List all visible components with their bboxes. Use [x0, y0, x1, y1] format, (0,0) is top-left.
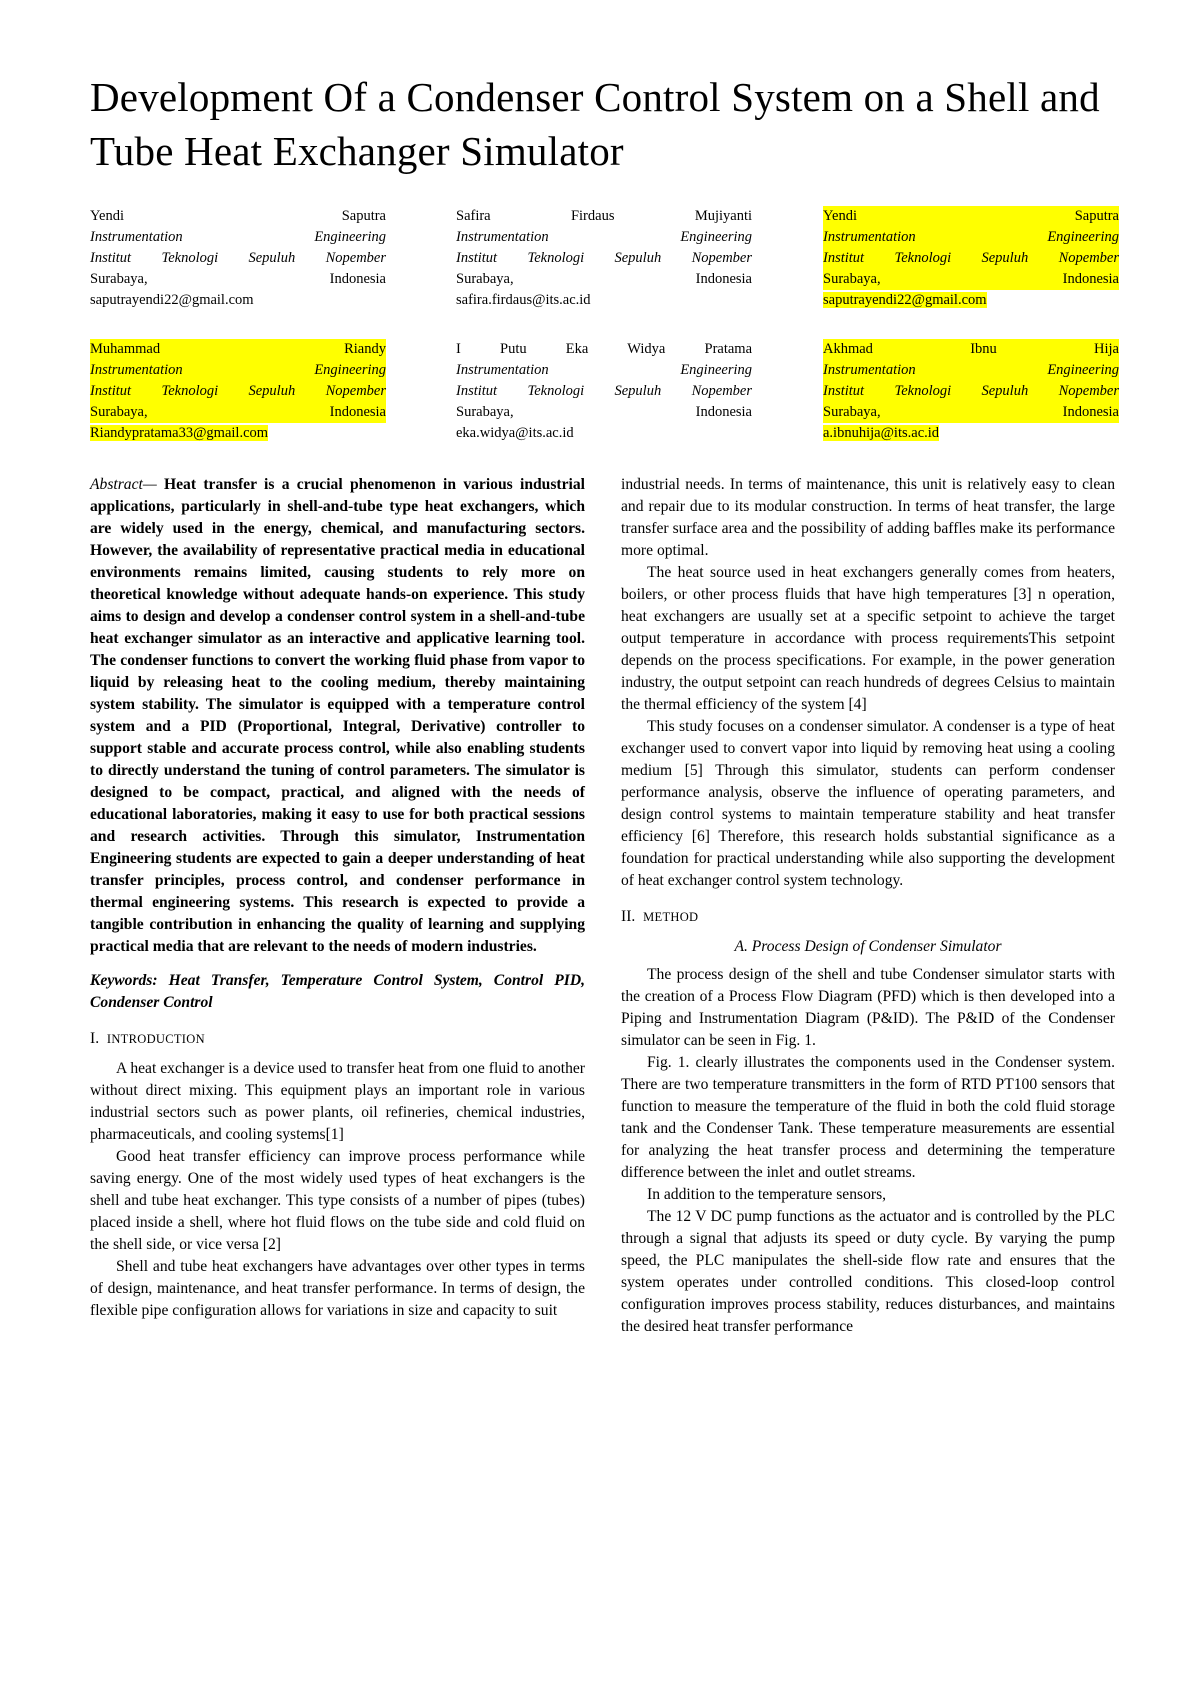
abstract-text: Heat transfer is a crucial phenomenon in various industrial applications, particularly in shell-and-tube type heat exchangers, which are widely used in the energy, chemical, and manufacturing sectors. However, the availability of representative practical media in educational environments remains limited, causing students to rely more on theoretical knowledge without adequate hands-on experience. This study aims to design and develop a condenser control system in a shell-and-tube heat exchanger simulator as an interactive and applicative learning tool. The condenser functions to convert the working fluid phase from vapor to liquid by releasing heat to the cooling medium, thereby maintaining system stability. The simulator is equipped with a temperature control system and a PID (Proportional, Integral, Derivative) controller to support stable and accurate process control, while also enabling students to directly understand the tuning of control parameters. The simulator is designed to be compact, practical, and aligned with the needs of educational laboratories, making it easy to use for both practical sessions and research activities. Through this simulator, Instrumentation Engineering students are expected to gain a deeper understanding of heat transfer principles, process control, and condenser performance in thermal engineering systems. This research is expected to provide a tangible contribution in enhancing the quality of learning and supplying practical media that are relevant to the needs of modern industries.	[90, 476, 585, 955]
author-email[interactable]: saputrayendi22@gmail.com	[823, 292, 987, 308]
author-country: Indonesia	[329, 404, 386, 420]
author-first-name: Akhmad	[823, 341, 873, 357]
author-first-name: Yendi	[823, 208, 857, 224]
author-city: Surabaya,	[823, 271, 881, 287]
section-number: I.	[90, 1030, 100, 1047]
author-city: Surabaya,	[90, 271, 148, 287]
intro-paragraph-1: A heat exchanger is a device used to transfer heat from one fluid to another without direct mixing. This equipment plays an important role in various industrial sectors such as power plants, oil refineries, chemical industries, pharmaceuticals, and cooling systems[1]	[90, 1060, 585, 1143]
author-country: Indonesia	[329, 271, 386, 287]
author-block-6	[823, 339, 1119, 444]
author-inst-2: Sepuluh Nopember	[614, 250, 752, 266]
intro-paragraph-3-cont: industrial needs. In terms of maintenance, this unit is relatively easy to clean and repair due to its modular construction. In terms of heat transfer, the large transfer surface area and the possibility of adding baffles make its performance more optimal.	[621, 476, 1115, 559]
author-dept: Instrumentation	[90, 229, 183, 245]
author-inst: Institut Teknologi	[823, 250, 952, 266]
author-city: Surabaya,	[90, 404, 148, 420]
author-country: Indonesia	[1062, 404, 1119, 420]
author-inst: Institut Teknologi	[823, 383, 952, 399]
author-block-2	[456, 206, 752, 311]
intro-paragraph-3: Shell and tube heat exchangers have advantages over other types in terms of design, maintenance, and heat transfer performance. In terms of design, the flexible pipe configuration allows for variations in size and capacity to suit	[90, 1258, 585, 1319]
author-city: Surabaya,	[456, 271, 514, 287]
author-inst: Institut Teknologi	[456, 383, 585, 399]
author-inst: Institut Teknologi	[456, 250, 585, 266]
author-last-name: Mujiyanti	[694, 208, 753, 224]
author-last-name: Pratama	[704, 341, 753, 357]
author-inst-2: Sepuluh Nopember	[248, 250, 386, 266]
author-country: Indonesia	[1062, 271, 1119, 287]
author-dept-2: Engineering	[680, 229, 752, 245]
author-dept-2: Engineering	[1047, 229, 1119, 245]
author-dept: Instrumentation	[823, 362, 916, 378]
author-block-1	[90, 206, 386, 311]
author-middle-name: Eka Widya	[565, 341, 666, 357]
author-first-name: Yendi	[90, 208, 124, 224]
author-inst-2: Sepuluh Nopember	[981, 250, 1119, 266]
author-first-name: Muhammad	[90, 341, 161, 357]
author-last-name: Saputra	[341, 208, 386, 224]
section-number: II.	[621, 908, 636, 925]
author-email[interactable]: saputrayendi22@gmail.com	[90, 292, 254, 308]
subsection-heading: A. Process Design of Condenser Simulator	[734, 938, 1002, 955]
author-block-4	[90, 339, 386, 444]
method-paragraph-3: In addition to the temperature sensors,	[647, 1186, 887, 1203]
author-dept-2: Engineering	[314, 229, 386, 245]
author-dept-2: Engineering	[314, 362, 386, 378]
author-middle-name: Firdaus	[570, 208, 615, 224]
author-city: Surabaya,	[823, 404, 881, 420]
author-last-name: Saputra	[1074, 208, 1119, 224]
author-inst-2: Sepuluh Nopember	[248, 383, 386, 399]
right-column	[621, 474, 1115, 1338]
author-email[interactable]: a.ibnuhija@its.ac.id	[823, 425, 940, 441]
author-dept: Instrumentation	[456, 362, 549, 378]
author-city: Surabaya,	[456, 404, 514, 420]
method-paragraph-4: The 12 V DC pump functions as the actuator and is controlled by the PLC through a signal that adjusts its speed or duty cycle. By varying the pump speed, the PLC manipulates the shell-side flow rate and ensures that the system operates under controlled conditions. This closed-loop control configuration improves process stability, reduces disturbances, and maintains the desired heat transfer performance	[621, 1208, 1115, 1335]
intro-paragraph-4: The heat source used in heat exchangers generally comes from heaters, boilers, or other process fluids that have high temperatures [3] n operation, heat exchangers are usually set at a specific setpoint to achieve the target output temperature in accordance with process requirementsThis setpoint depends on the process specifications. For example, in the power generation industry, the output setpoint can reach hundreds of degrees Celsius to maintain the thermal efficiency of the system [4]	[621, 564, 1115, 713]
author-email[interactable]: eka.widya@its.ac.id	[456, 425, 574, 441]
method-paragraph-1: The process design of the shell and tube Condenser simulator starts with the creation of a Process Flow Diagram (PFD) which is then developed into a Piping and Instrumentation Diagram (P&ID). The P&ID of the Condenser simulator can be seen in Fig. 1.	[621, 966, 1115, 1049]
author-country: Indonesia	[695, 404, 752, 420]
left-column	[90, 474, 585, 1322]
author-dept: Instrumentation	[90, 362, 183, 378]
author-last-name: Riandy	[344, 341, 386, 357]
method-paragraph-2: Fig. 1. clearly illustrates the components used in the Condenser system. There are two temperature transmitters in the form of RTD PT100 sensors that function to measure the temperature of the fluid in both the cold fluid storage tank and the Condenser Tank. These temperature measurements are essential for analyzing the heat transfer process and determining the temperature difference between the inlet and outlet streams.	[621, 1054, 1115, 1181]
keywords: Keywords: Heat Transfer, Temperature Control System, Control PID, Condenser Control	[90, 972, 585, 1011]
section-heading-method	[621, 906, 1115, 928]
paper-title: Development Of a Condenser Control System on a Shell and Tube Heat Exchanger Simulator	[90, 74, 1100, 174]
author-last-name: Hija	[1094, 341, 1119, 357]
abstract	[90, 474, 585, 958]
section-heading-introduction	[90, 1028, 585, 1050]
intro-paragraph-5: This study focuses on a condenser simulator. A condenser is a type of heat exchanger used to convert vapor into liquid by removing heat using a cooling medium [5] Through this simulator, students can perform condenser performance analysis, observe the influence of operating parameters, and design control systems to maintain temperature stability and heat transfer efficiency [6] Therefore, this research holds substantial significance as a foundation for practical understanding while also supporting the development of heat exchanger control system technology.	[621, 718, 1115, 889]
intro-paragraph-2: Good heat transfer efficiency can improve process performance while saving energy. One of the most widely used types of heat exchangers is the shell and tube heat exchanger. This type consists of a number of pipes (tubes) placed inside a shell, where hot fluid flows on the tube side and cold fluid on the shell side, or vice versa [2]	[90, 1148, 585, 1253]
abstract-label: Abstract—	[90, 476, 157, 493]
author-email[interactable]: Riandypratama33@gmail.com	[90, 425, 269, 441]
author-inst-2: Sepuluh Nopember	[614, 383, 752, 399]
author-dept: Instrumentation	[456, 229, 549, 245]
author-middle-name: Ibnu	[970, 341, 997, 357]
section-title: METHOD	[643, 910, 699, 924]
author-block-5	[456, 339, 752, 444]
author-email[interactable]: safira.firdaus@its.ac.id	[456, 292, 591, 308]
author-inst: Institut Teknologi	[90, 250, 219, 266]
author-dept-2: Engineering	[680, 362, 752, 378]
author-first-name: Safira	[456, 208, 491, 224]
author-first-name: I Putu	[456, 341, 527, 357]
author-block-3	[823, 206, 1119, 311]
author-inst-2: Sepuluh Nopember	[981, 383, 1119, 399]
author-dept-2: Engineering	[1047, 362, 1119, 378]
section-title: INTRODUCTION	[106, 1032, 205, 1046]
author-dept: Instrumentation	[823, 229, 916, 245]
author-inst: Institut Teknologi	[90, 383, 219, 399]
author-country: Indonesia	[695, 271, 752, 287]
